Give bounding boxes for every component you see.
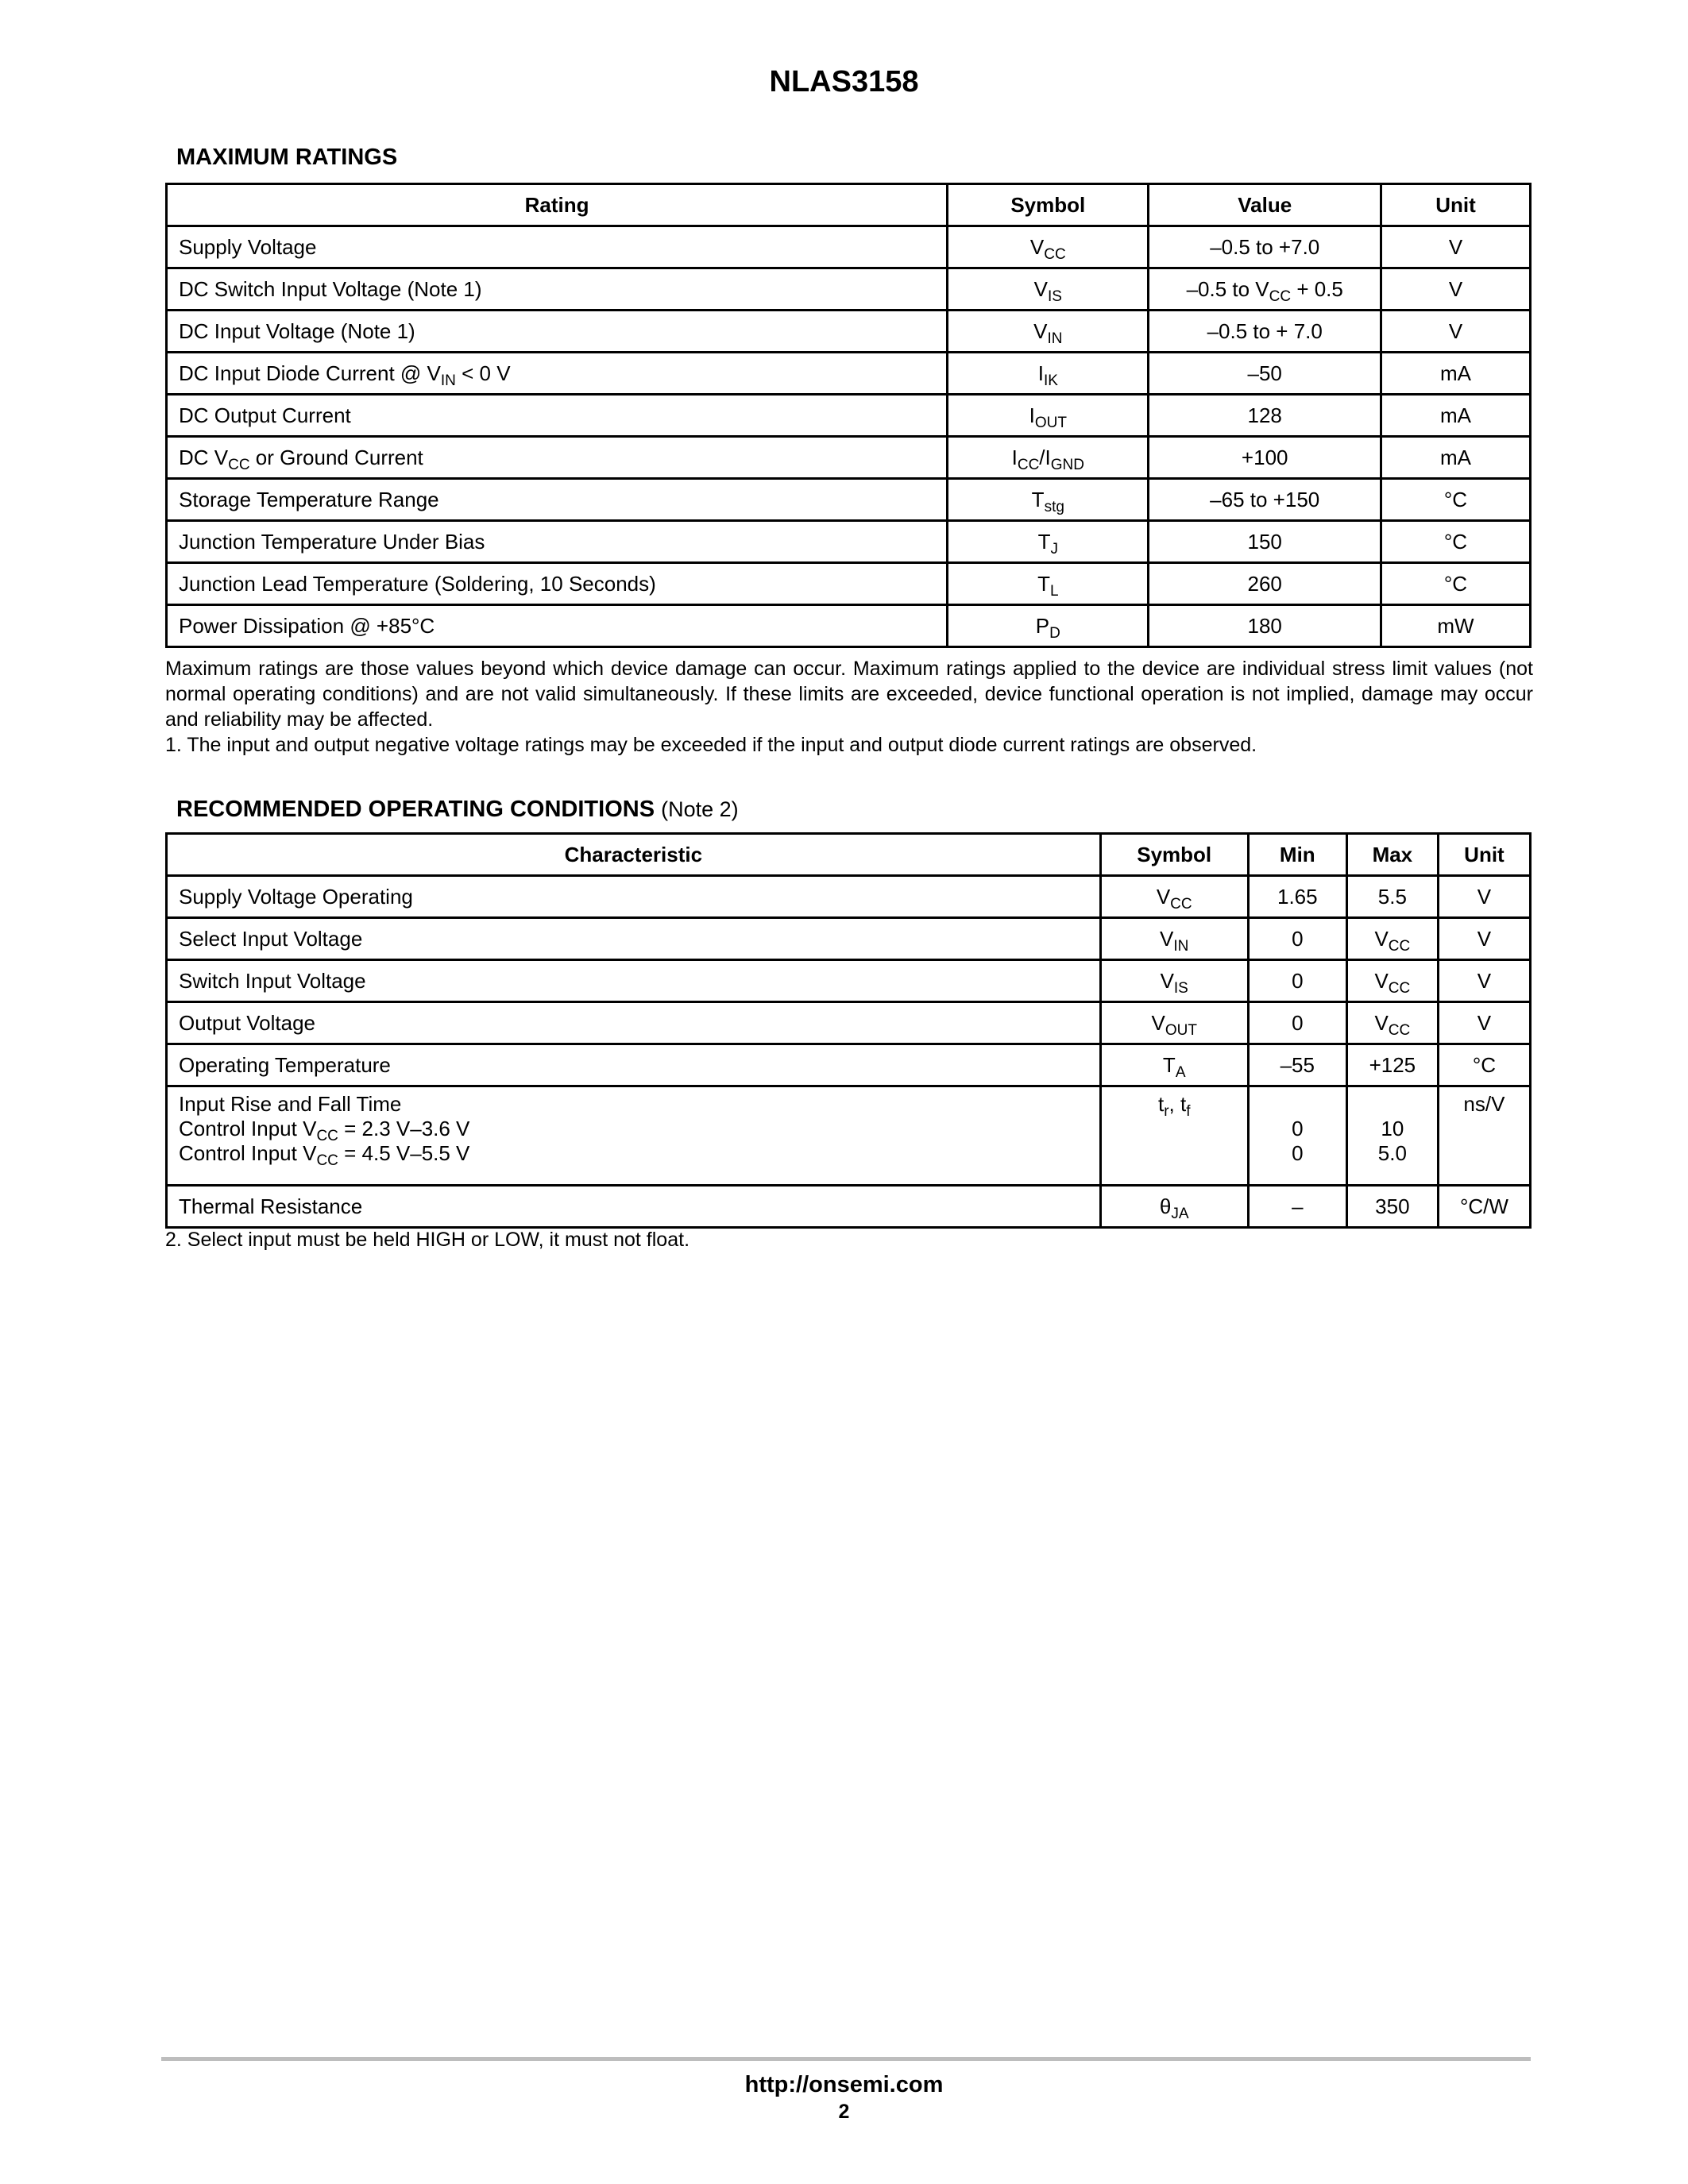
min-cell [1248,1044,1346,1086]
rating-cell [167,521,948,563]
min-cell [1248,960,1346,1002]
text-run: Supply Voltage Operating [179,884,413,909]
subscript: OUT [1165,1021,1197,1039]
min-cell [1248,1186,1346,1228]
cell-line [1261,885,1335,909]
text-run: 1.65 [1277,884,1318,909]
table-row [167,226,1531,268]
subscript: IS [1047,287,1062,305]
rating-cell [167,437,948,479]
symbol-cell [948,479,1149,521]
unit-cell: V [1438,1002,1530,1044]
table-row [167,918,1531,960]
text-run: 10 [1381,1117,1404,1140]
text-run: I [1029,403,1035,427]
table-row [167,353,1531,395]
symbol-cell [1100,1086,1248,1186]
text-run: P [1035,613,1050,638]
subscript: CC [1170,895,1192,913]
text-run: –50 [1247,361,1282,385]
cell-line [1261,1141,1335,1166]
page-number: 2 [838,2101,850,2123]
cell-line [1261,927,1335,951]
text-run: 0 [1292,1141,1304,1165]
max-cell [1346,1186,1438,1228]
text-run: V [1033,276,1048,301]
text-run: 0 [1292,1117,1304,1140]
text-run: , t [1168,1092,1187,1116]
text-run: Storage Temperature Range [179,487,439,511]
min-cell [1248,1086,1346,1186]
text-run: +125 [1369,1052,1416,1077]
table-row [167,960,1531,1002]
text-run: 0 [1292,926,1304,951]
value-cell [1149,437,1381,479]
maximum-ratings-table [165,183,1532,648]
text-run: T [1037,529,1051,554]
subscript: IK [1043,372,1058,389]
rating-cell [167,268,948,311]
value-cell [1149,605,1381,647]
recommended-operating-conditions-title [176,797,739,823]
value-cell [1149,353,1381,395]
value-cell [1149,311,1381,353]
cell-line [1261,1011,1335,1036]
table-row [167,1002,1531,1044]
cell-line [179,969,1088,994]
subscript: CC [316,1152,338,1169]
header-value: Value [1149,184,1381,226]
text-run: Input Rise and Fall Time [179,1092,402,1116]
table-row [167,563,1531,605]
text-run: –65 to +150 [1210,487,1320,511]
unit-cell: V [1438,960,1530,1002]
rating-cell [167,563,948,605]
text-run: 5.0 [1377,1141,1407,1165]
text-run: DC Input Voltage (Note 1) [179,318,415,343]
symbol-cell [1100,1002,1248,1044]
value-cell [1149,563,1381,605]
table-row [167,437,1531,479]
maximum-ratings-disclaimer: Maximum ratings are those values beyond which device damage can occur. Maximum ratings applied to the device are individual stress limit values (not normal operating conditions) and are not valid simultaneously. If these limits are exceeded, device functional operation is not implied, damage may occur and reliability may be affected. [165,658,1533,731]
symbol-cell [1100,1044,1248,1086]
header-unit: Unit [1381,184,1530,226]
unit-cell: mW [1381,605,1530,647]
table-row [167,1086,1531,1186]
text-run: DC Output Current [179,403,351,427]
table-row [167,1186,1531,1228]
value-cell [1149,479,1381,521]
header-symbol: Symbol [1100,834,1248,876]
table-header-row [167,184,1531,226]
min-cell [1248,876,1346,918]
table-row [167,395,1531,437]
rating-cell [167,311,948,353]
cell-line [1261,969,1335,994]
symbol-cell [1100,1186,1248,1228]
unit-cell: V [1438,876,1530,918]
cell-line [179,1117,1088,1144]
text-run: 260 [1247,571,1282,596]
cell-line [1261,1053,1335,1078]
subscript: CC [228,456,250,473]
symbol-cell [1100,960,1248,1002]
text-run: T [1031,487,1045,511]
max-cell [1346,876,1438,918]
unit-cell: V [1438,918,1530,960]
header-unit: Unit [1438,834,1530,876]
text-run: 128 [1247,403,1282,427]
max-cell [1346,1086,1438,1186]
text-run: –55 [1280,1052,1315,1077]
rating-cell [167,605,948,647]
subscript: A [1175,1063,1186,1081]
table-row [167,521,1531,563]
symbol-cell [948,563,1149,605]
cell-line [179,1141,1088,1169]
cell-line [1359,1053,1426,1078]
unit-cell: mA [1381,437,1530,479]
min-cell [1248,1002,1346,1044]
table-row [167,876,1531,918]
unit-cell: °C [1381,521,1530,563]
unit-cell: °C/W [1438,1186,1530,1228]
note-1: 1. The input and output negative voltage ratings may be exceeded if the input and output diode current ratings are observed. [165,734,1257,756]
cell-line [179,927,1088,951]
text-run: or Ground Current [249,445,423,469]
text-run: T [1162,1052,1176,1077]
text-run: Switch Input Voltage [179,968,366,993]
text-run: V [1029,234,1045,259]
symbol-cell [948,353,1149,395]
cell-line [1359,1092,1426,1117]
text-run: t [1157,1092,1165,1116]
cell-line [1359,1010,1426,1039]
text-run: θ [1159,1194,1172,1218]
text-run: – [1292,1194,1304,1218]
unit-cell: ns/V [1438,1086,1530,1186]
header-symbol: Symbol [948,184,1149,226]
subscript: J [1050,540,1058,558]
text-run: /I [1039,445,1051,469]
characteristic-cell [167,1002,1101,1044]
subscript: IS [1173,979,1188,997]
subscript: GND [1050,456,1084,473]
characteristic-cell [167,1044,1101,1086]
symbol-cell [948,521,1149,563]
header-characteristic: Characteristic [167,834,1101,876]
text-run: Supply Voltage [179,234,317,259]
text-run: I [1011,445,1018,469]
cell-line [179,1092,1088,1117]
subscript: CC [1388,937,1411,955]
characteristic-cell [167,1186,1101,1228]
unit-cell: °C [1381,563,1530,605]
subscript: IN [1173,937,1189,955]
cell-line [1359,968,1426,997]
rating-cell [167,353,948,395]
unit-cell: °C [1381,479,1530,521]
subscript: CC [316,1128,338,1144]
roc-title-text: RECOMMENDED OPERATING CONDITIONS [176,797,655,822]
cell-line [1359,1141,1426,1166]
text-run: Control Input V [179,1141,317,1165]
unit-cell: V [1381,226,1530,268]
cell-line [1261,1194,1335,1219]
subscript: D [1049,624,1060,642]
page-title: NLAS3158 [769,65,919,98]
text-run: V [1156,884,1171,909]
footer-divider [161,2057,1531,2061]
text-run: –0.5 to V [1186,276,1269,301]
symbol-cell [948,605,1149,647]
header-min: Min [1248,834,1346,876]
cell-line [1261,1092,1335,1117]
table-row [167,605,1531,647]
cell-line [179,1194,1088,1219]
table-row [167,1044,1531,1086]
unit-cell: V [1381,268,1530,311]
cell-line [1359,885,1426,909]
symbol-cell [948,437,1149,479]
text-run: V [1033,318,1048,343]
text-run: Power Dissipation @ +85°C [179,613,435,638]
cell-line [1359,926,1426,955]
text-run: + 0.5 [1291,276,1343,301]
text-run: 0 [1292,968,1304,993]
characteristic-cell [167,1086,1101,1186]
text-run: DC V [179,445,229,469]
rating-cell [167,479,948,521]
max-cell [1346,1044,1438,1086]
text-run: –0.5 to +7.0 [1210,234,1320,259]
subscript: CC [1044,245,1066,263]
max-cell [1346,960,1438,1002]
roc-title-note: (Note 2) [661,797,739,821]
note-2: 2. Select input must be held HIGH or LOW, it must not float. [165,1229,690,1251]
text-run: 150 [1247,529,1282,554]
symbol-cell [948,226,1149,268]
header-max: Max [1346,834,1438,876]
subscript: CC [1269,287,1292,305]
text-run: I [1037,361,1044,385]
subscript: CC [1388,1021,1411,1039]
text-run: DC Switch Input Voltage (Note 1) [179,276,482,301]
maximum-ratings-notes [165,656,1533,758]
cell-line [1359,1117,1426,1141]
text-run: Thermal Resistance [179,1194,363,1218]
text-run: 350 [1375,1194,1410,1218]
recommended-operating-conditions-table [165,832,1532,1229]
subscript: JA [1171,1205,1189,1222]
max-cell [1346,1002,1438,1044]
table-row [167,311,1531,353]
subscript: CC [1388,979,1411,997]
text-run: Junction Lead Temperature (Soldering, 10 Seconds) [179,571,656,596]
characteristic-cell [167,876,1101,918]
text-run: Select Input Voltage [179,926,363,951]
characteristic-cell [167,918,1101,960]
value-cell [1149,226,1381,268]
text-run: = 4.5 V–5.5 V [338,1141,470,1165]
text-run: < 0 V [455,361,511,385]
text-run: –0.5 to + 7.0 [1207,318,1323,343]
table-row [167,268,1531,311]
symbol-cell [948,268,1149,311]
text-run: DC Input Diode Current @ V [179,361,441,385]
text-run: V [1151,1010,1165,1035]
text-run: +100 [1241,445,1288,469]
characteristic-cell [167,960,1101,1002]
unit-cell: mA [1381,353,1530,395]
value-cell [1149,268,1381,311]
text-run: Output Voltage [179,1010,316,1035]
text-run: Operating Temperature [179,1052,391,1077]
rating-cell [167,226,948,268]
text-run: Control Input V [179,1117,317,1140]
subscript: stg [1044,498,1064,515]
subscript: L [1049,582,1059,600]
text-run: 5.5 [1377,884,1407,909]
cell-line [1359,1194,1426,1219]
header-rating: Rating [167,184,948,226]
text-run: V [1160,926,1174,951]
text-run: V [1374,1010,1389,1035]
subscript: CC [1017,456,1040,473]
unit-cell: mA [1381,395,1530,437]
footer-url[interactable]: http://onsemi.com [744,2072,944,2097]
text-run: 0 [1292,1010,1304,1035]
rating-cell [167,395,948,437]
cell-line [179,1011,1088,1036]
max-cell [1346,918,1438,960]
cell-line [1261,1117,1335,1141]
subscript: OUT [1034,414,1067,431]
text-run: T [1037,571,1050,596]
unit-cell: V [1381,311,1530,353]
subscript: IN [1047,330,1063,347]
text-run: V [1374,968,1389,993]
text-run: V [1160,968,1174,993]
table-header-row [167,834,1531,876]
cell-line [179,1053,1088,1078]
text-run: = 2.3 V–3.6 V [338,1117,470,1140]
table-row [167,479,1531,521]
symbol-cell [948,311,1149,353]
symbol-cell [1100,876,1248,918]
symbol-cell [948,395,1149,437]
maximum-ratings-title: MAXIMUM RATINGS [176,145,398,170]
text-run: Junction Temperature Under Bias [179,529,485,554]
value-cell [1149,395,1381,437]
subscript: f [1186,1103,1191,1120]
value-cell [1149,521,1381,563]
symbol-cell [1100,918,1248,960]
unit-cell: °C [1438,1044,1530,1086]
text-run: 180 [1247,613,1282,638]
subscript: IN [440,372,456,389]
text-run: V [1374,926,1389,951]
subscript: r [1164,1103,1169,1120]
cell-line [179,885,1088,909]
roc-notes [165,1227,1533,1252]
min-cell [1248,918,1346,960]
